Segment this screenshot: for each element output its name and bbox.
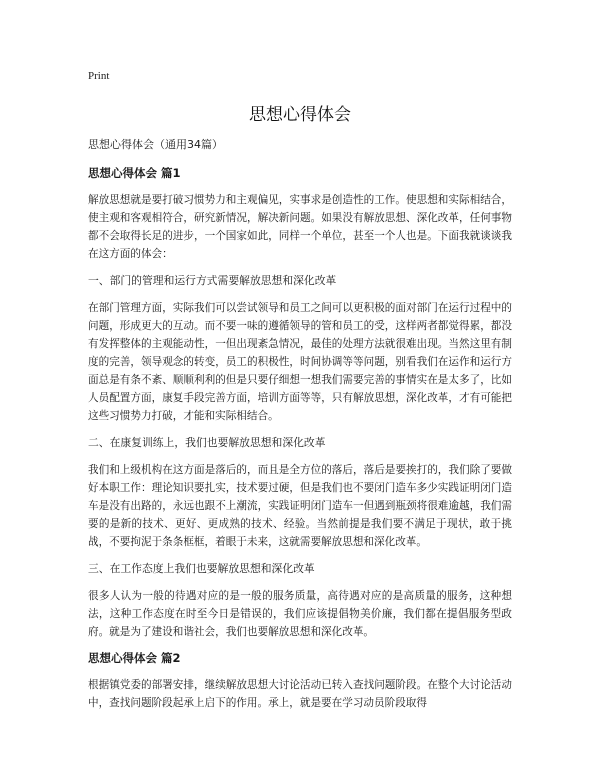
section-heading-1: 思想心得体会 篇1 xyxy=(88,166,181,180)
section-heading-2: 思想心得体会 篇2 xyxy=(88,651,181,665)
page-title: 思想心得体会 xyxy=(249,105,351,125)
sub-heading: 三、在工作态度上我们也要解放思想和深化改革 xyxy=(88,562,315,575)
paragraph: 在部门管理方面，实际我们可以尝试领导和员工之间可以更积极的面对部门在运行过程中的问题，形成更大的互动。而不要一味的遵循领导的管和员工的受，这样两者都觉得累，都没有发挥整体的主观能动性，一但出现紊急情况，最佳的处理方法就很难出现。当然这里有制度的完善，领导观念的转变，员工的积极性，时间协调等等问题，别看我们在运作和运行方面总是有条不紊、顺顺利利的但是只要仔细想一想我们需要完善的事情实在是太多了，比如人员配置方面，康复手段完善方面，培训方面等等，只有解放思想，深化改革，才有可能把这些习惯势力打破，才能和实际相结合。 xyxy=(88,302,512,422)
paragraph: 我们和上级机构在这方面是落后的，而且是全方位的落后，落后是要挨打的，我们除了要做好本职工作：理论知识要扎实，技术要过硬，但是我们也不要闭门造车多少实践证明闭门造车是没有出路的，永远也跟不上潮流，实践证明闭门造车一但遇到瓶颈将很难逾越，我们需要的是新的技术、更好、更成熟的技术、经验。当然前提是我们要不满足于现状，敢于挑战，不要拘泥于条条框框，着眼于未来，这就需要解放思想和深化改革。 xyxy=(88,464,512,548)
paragraph: 根据镇党委的部署安排，继续解放思想大讨论活动已转入查找问题阶段。在整个大讨论活动中，查找问题阶段起承上启下的作用。承上，就是要在学习动员阶段取得 xyxy=(88,679,512,709)
paragraph: 很多人认为一般的待遇对应的是一般的服务质量，高待遇对应的是高质量的服务，这种想法，这种工作态度在时至今日是错误的，我们应该提倡物美价廉，我们都在提倡服务型政府。就是为了建设和谐社会，我们也要解放思想和深化改革。 xyxy=(88,590,512,638)
sub-heading: 二、在康复训练上，我们也要解放思想和深化改革 xyxy=(88,436,326,449)
paragraph: 解放思想就是要打破习惯势力和主观偏见，实事求是创造性的工作。使思想和实际相结合，使主观和客观相符合，研究新情况，解决新问题。如果没有解放思想、深化改革，任何事物都不会取得长足的进步，一个国家如此，同样一个单位，甚至一个人也是。下面我就谈谈我在这方面的体会： xyxy=(88,194,512,260)
document-subtitle: 思想心得体会（通用34篇） xyxy=(88,138,223,151)
print-link[interactable]: Print xyxy=(88,70,110,82)
document-body xyxy=(88,137,512,722)
sub-heading: 一、部门的管理和运行方式需要解放思想和深化改革 xyxy=(88,274,337,287)
